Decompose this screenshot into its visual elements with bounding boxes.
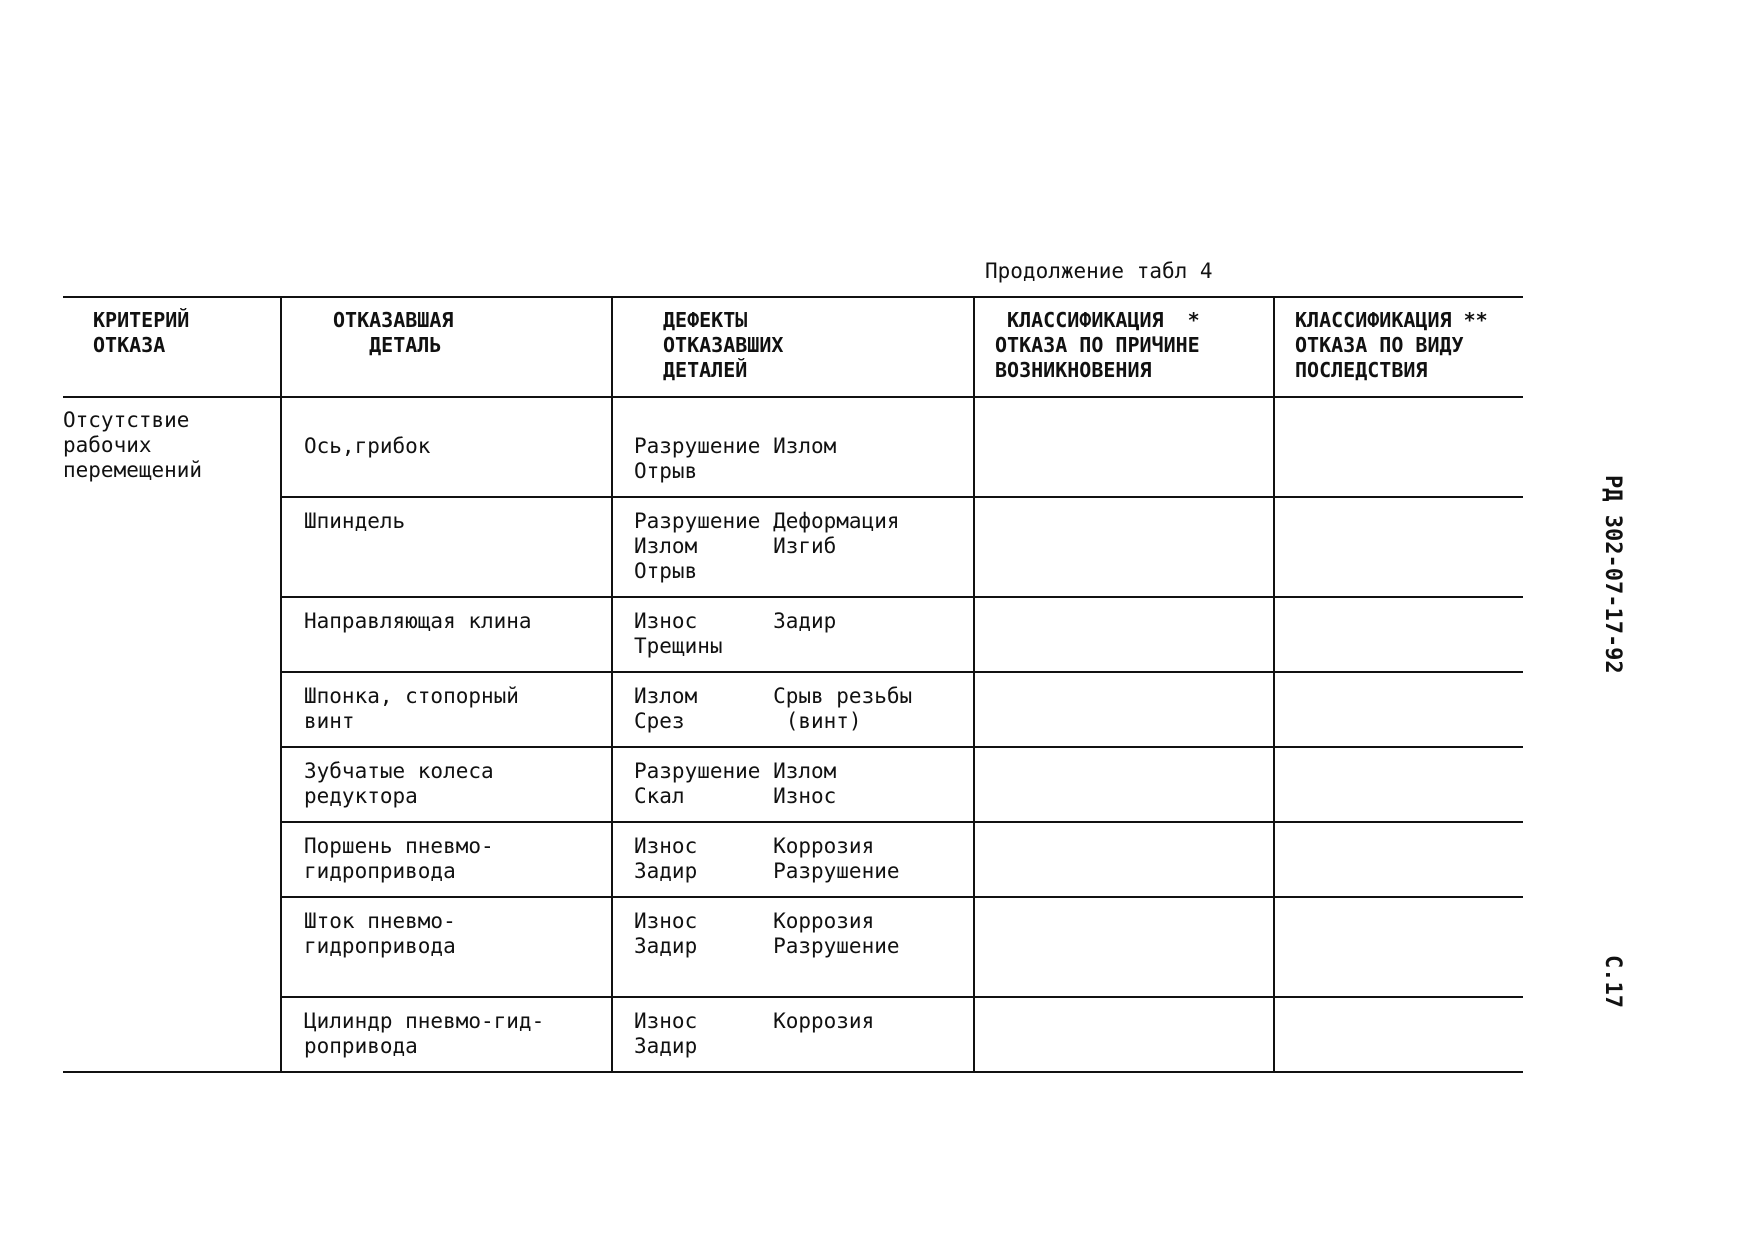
header-failed-part: ОТКАЗАВШАЯ ДЕТАЛЬ [333,308,454,357]
header-consequence-classification: КЛАССИФИКАЦИЯ ** ОТКАЗА ПО ВИДУ ПОСЛЕДСТВИЯ [1295,308,1488,382]
column-divider [973,296,975,1073]
row-defects: Разрушение Излом Отрыв [634,434,837,483]
row-rule [281,896,1523,898]
row-defects: Разрушение Излом Скал Износ [634,759,837,808]
failure-criterion: Отсутствие рабочих перемещений [63,408,203,482]
row-defects: Износ Коррозия Задир Разрушение [634,834,900,883]
table-top-rule [63,296,1523,298]
row-rule [281,746,1523,748]
row-rule [281,821,1523,823]
row-rule [281,596,1523,598]
row-rule [281,671,1523,673]
row-defects: Износ Коррозия Задир Разрушение [634,909,900,958]
table-caption: Продолжение табл 4 [985,259,1213,283]
header-bottom-rule [63,396,1523,398]
row-defects: Излом Срыв резьбы Срез (винт) [634,684,913,733]
row-part: Ось,грибок [304,434,431,458]
header-failure-criterion: КРИТЕРИЙ ОТКАЗА [93,308,190,357]
row-part: Поршень пневмо- гидропривода [304,834,494,883]
row-part: Шпиндель [304,509,406,533]
header-cause-classification: КЛАССИФИКАЦИЯ * ОТКАЗА ПО ПРИЧИНЕ ВОЗНИКНОВЕНИЯ [995,308,1200,382]
row-defects: Износ Задир Трещины [634,609,837,658]
header-part-defects: ДЕФЕКТЫ ОТКАЗАВШИХ ДЕТАЛЕЙ [663,308,784,382]
page-number: С.17 [1600,955,1625,1008]
row-part: Шпонка, стопорный винт [304,684,519,733]
row-rule [281,496,1523,498]
row-part: Цилиндр пневмо-гид- ропривода [304,1009,545,1058]
row-part: Зубчатые колеса редуктора [304,759,494,808]
table-bottom-rule [63,1071,1523,1073]
row-defects: Разрушение Деформация Излом Изгиб Отрыв [634,509,900,583]
row-rule [281,996,1523,998]
column-divider [280,296,282,1073]
row-part: Направляющая клина [304,609,532,633]
row-defects: Износ Коррозия Задир [634,1009,875,1058]
column-divider [611,296,613,1073]
document-code: РД 302-07-17-92 [1600,475,1625,674]
row-part: Шток пневмо- гидропривода [304,909,456,958]
column-divider [1273,296,1275,1073]
